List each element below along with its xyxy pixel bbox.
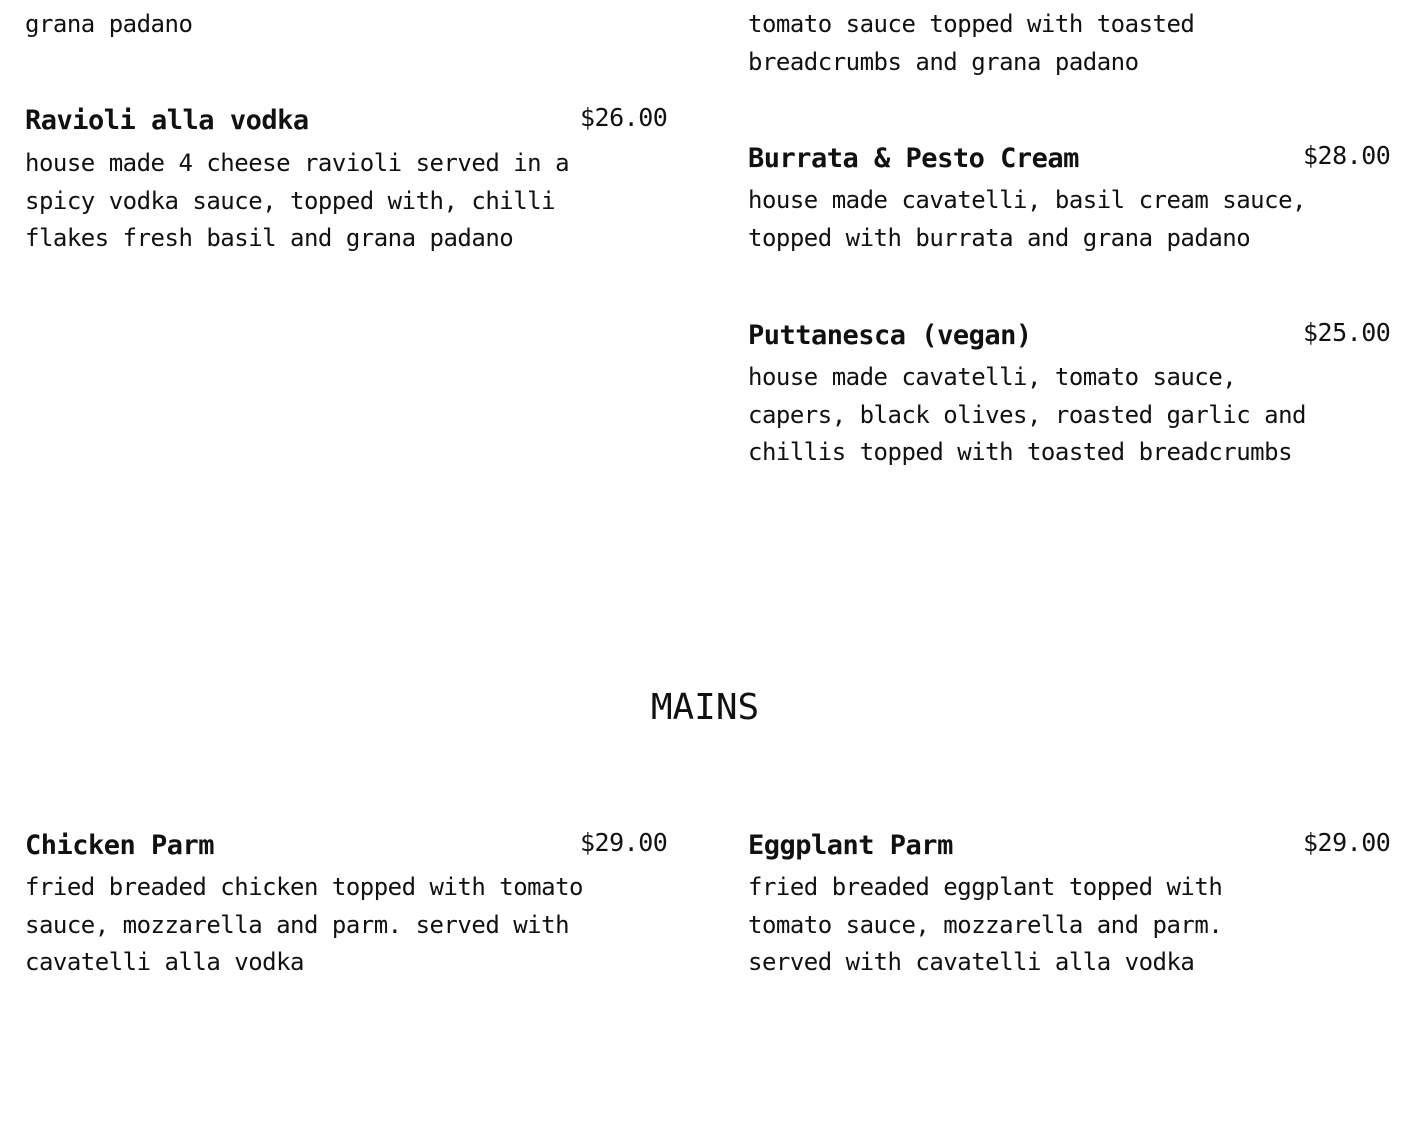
- dish-description-ravioli-alla-vodka: house made 4 cheese ravioli served in a spicy vodka sauce, topped with, chilli flakes fresh basil and grana padano: [25, 149, 570, 252]
- dish-name-eggplant-parm: Eggplant Parm: [748, 830, 953, 861]
- top-left-fragment-description: grana padano: [25, 10, 193, 38]
- top-right-fragment-description: tomato sauce topped with toasted breadcrumbs and grana padano: [748, 10, 1195, 76]
- dish-name-burrata-pesto-cream: Burrata & Pesto Cream: [748, 143, 1079, 174]
- dish-price-chicken-parm: $29.00: [580, 828, 668, 857]
- dish-name-puttanesca-vegan: Puttanesca (vegan): [748, 320, 1032, 351]
- dish-price-eggplant-parm: $29.00: [1303, 828, 1391, 857]
- dish-price-puttanesca-vegan: $25.00: [1303, 318, 1391, 347]
- dish-name-ravioli-alla-vodka: Ravioli alla vodka: [25, 105, 309, 136]
- dish-price-burrata-pesto-cream: $28.00: [1303, 141, 1391, 170]
- dish-description-puttanesca-vegan: house made cavatelli, tomato sauce, capers, black olives, roasted garlic and chillis topped with toasted breadcrumbs: [748, 363, 1306, 466]
- dish-name-chicken-parm: Chicken Parm: [25, 830, 215, 861]
- dish-price-ravioli-alla-vodka: $26.00: [580, 103, 668, 132]
- section-title-mains: MAINS: [650, 687, 760, 728]
- dish-description-eggplant-parm: fried breaded eggplant topped with tomato sauce, mozzarella and parm. served with cavatelli alla vodka: [748, 873, 1223, 976]
- dish-description-chicken-parm: fried breaded chicken topped with tomato sauce, mozzarella and parm. served with cavatelli alla vodka: [25, 873, 583, 976]
- dish-description-burrata-pesto-cream: house made cavatelli, basil cream sauce, topped with burrata and grana padano: [748, 186, 1306, 252]
